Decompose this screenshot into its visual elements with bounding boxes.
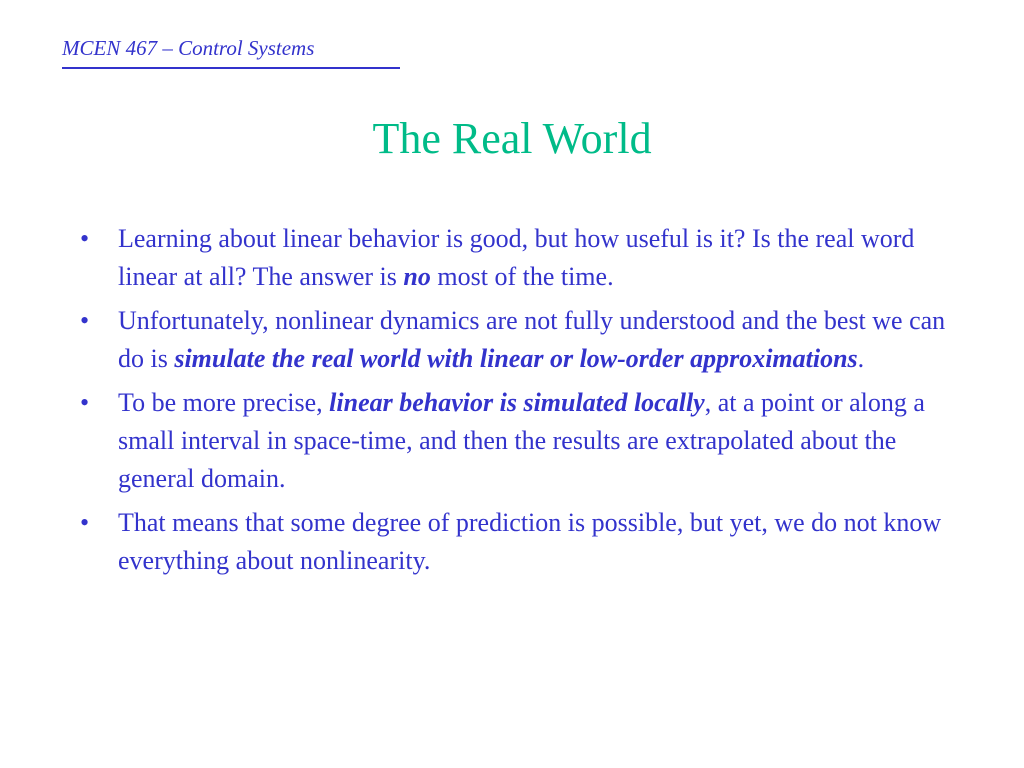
bullet-emphasis: simulate the real world with linear or low-order approximations bbox=[174, 344, 858, 373]
bullet-text: , at a point or along a small interval in space-time, and then the results are extrapolated about the general domain. bbox=[118, 388, 925, 493]
course-header: MCEN 467 – Control Systems bbox=[62, 36, 315, 60]
slide-title: The Real World bbox=[372, 114, 652, 163]
header-underline bbox=[62, 67, 400, 69]
bullet-dot: • bbox=[80, 224, 90, 253]
bullet-dot: • bbox=[80, 306, 90, 335]
bullet-list bbox=[80, 220, 970, 586]
bullet-text: To be more precise, bbox=[118, 388, 330, 417]
bullet-item bbox=[80, 302, 970, 378]
bullet-text: That means that some degree of prediction is possible, but yet, we do not know everything about nonlinearity. bbox=[118, 508, 942, 575]
bullet-text: Learning about linear behavior is good, but how useful is it? Is the real word linear at all? The answer is bbox=[118, 224, 915, 291]
bullet-emphasis: no bbox=[403, 262, 431, 291]
bullet-text: most of the time. bbox=[430, 262, 614, 291]
bullet-emphasis: linear behavior is simulated locally bbox=[329, 388, 705, 417]
bullet-dot: • bbox=[80, 508, 90, 537]
bullet-item bbox=[80, 220, 970, 296]
bullet-text: . bbox=[857, 344, 865, 373]
bullet-dot: • bbox=[80, 388, 90, 417]
bullet-item bbox=[80, 384, 970, 498]
bullet-item bbox=[80, 504, 970, 580]
bullet-text: Unfortunately, nonlinear dynamics are not fully understood and the best we can do is bbox=[118, 306, 946, 373]
